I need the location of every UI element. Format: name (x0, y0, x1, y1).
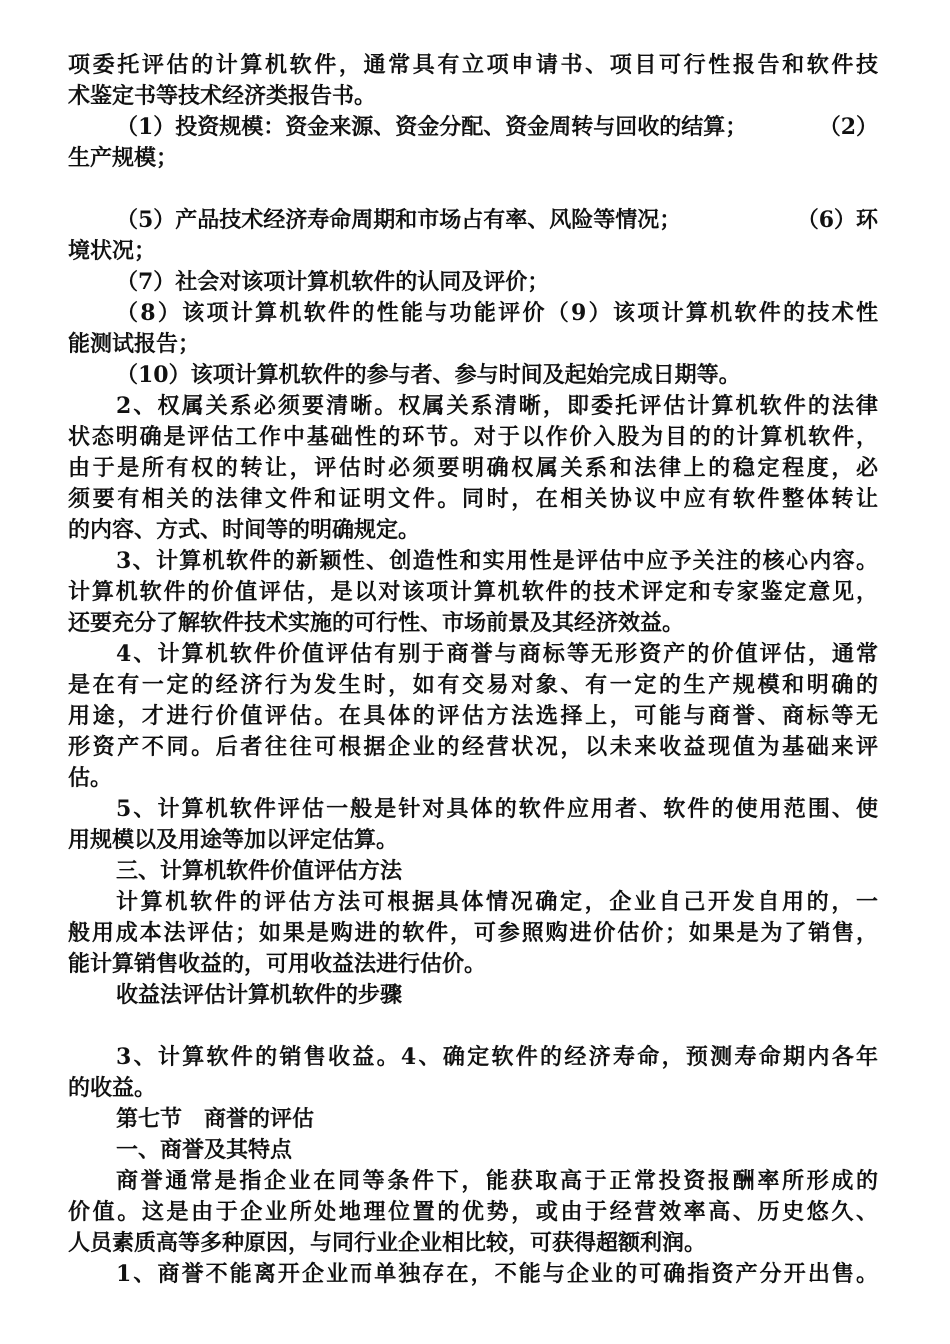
text-line: 计算机软件的评估方法可根据具体情况确定，企业自己开发自用的，一 (116, 889, 878, 915)
text-line: 估。 (68, 765, 113, 791)
text-line: 1、商誉不能离开企业而单独存在，不能与企业的可确指资产分开出售。 (116, 1261, 878, 1287)
section-heading: 第七节 商誉的评估 (116, 1106, 315, 1132)
text-line: 形资产不同。后者往往可根据企业的经营状况，以未来收益现值为基础来评 (68, 734, 878, 760)
text-line: （10）该项计算机软件的参与者、参与时间及起始完成日期等。 (116, 362, 741, 388)
text-line: 状态明确是评估工作中基础性的环节。对于以作价入股为目的的计算机软件， (68, 424, 878, 450)
text-segment: （6）环 (796, 207, 878, 233)
text-line: 的内容、方式、时间等的明确规定。 (68, 517, 421, 543)
text-line: 计算机软件的价值评估，是以对该项计算机软件的技术评定和专家鉴定意见， (68, 579, 878, 605)
text-line: 的收益。 (68, 1075, 157, 1101)
text-line: 4、计算机软件价值评估有别于商誉与商标等无形资产的价值评估，通常 (116, 641, 878, 667)
text-line: （8）该项计算机软件的性能与功能评价（9）该项计算机软件的技术性 (116, 300, 878, 326)
text-line: 术鉴定书等技术经济类报告书。 (68, 83, 377, 109)
text-line: 5、计算机软件评估一般是针对具体的软件应用者、软件的使用范围、使 (116, 796, 878, 822)
text-line: 商誉通常是指企业在同等条件下，能获取高于正常投资报酬率所形成的 (116, 1168, 878, 1194)
text-line: 能测试报告； (68, 331, 201, 357)
text-segment: （1）投资规模：资金来源、资金分配、资金周转与回收的结算； (116, 114, 748, 140)
text-line: 项委托评估的计算机软件，通常具有立项申请书、项目可行性报告和软件技 (68, 52, 878, 78)
text-line: 须要有相关的法律文件和证明文件。同时，在相关协议中应有软件整体转让 (68, 486, 878, 512)
text-line (68, 1011, 878, 1042)
section-heading: 三、计算机软件价值评估方法 (116, 858, 403, 884)
text-line (68, 174, 878, 205)
text-segment: （2） (818, 114, 878, 140)
text-line: 还要充分了解软件技术实施的可行性、市场前景及其经济效益。 (68, 610, 685, 636)
text-line: 3、计算机软件的新颖性、创造性和实用性是评估中应予关注的核心内容。 (116, 548, 878, 574)
text-line: 价值。这是由于企业所处地理位置的优势，或由于经营效率高、历史悠久、 (68, 1199, 878, 1225)
text-line: 用途，才进行价值评估。在具体的评估方法选择上，可能与商誉、商标等无 (68, 703, 878, 729)
text-line: 般用成本法评估；如果是购进的软件，可参照购进价估价；如果是为了销售， (68, 920, 878, 946)
text-line: （7）社会对该项计算机软件的认同及评价； (116, 269, 550, 295)
text-line: 能计算销售收益的，可用收益法进行估价。 (68, 951, 487, 977)
text-line: 人员素质高等多种原因，与同行业企业相比较，可获得超额利润。 (68, 1230, 707, 1256)
document-page (68, 50, 878, 1290)
text-segment: （5）产品技术经济寿命周期和市场占有率、风险等情况； (116, 207, 682, 233)
text-line: 境状况； (68, 238, 157, 264)
text-line: 用规模以及用途等加以评定估算。 (68, 827, 399, 853)
section-heading: 一、商誉及其特点 (116, 1137, 293, 1163)
text-line: 收益法评估计算机软件的步骤 (116, 982, 403, 1008)
text-line: 2、权属关系必须要清晰。权属关系清晰，即委托评估计算机软件的法律 (116, 393, 878, 419)
text-line: 生产规模； (68, 145, 179, 171)
text-line: 3、计算软件的销售收益。4、确定软件的经济寿命，预测寿命期内各年 (116, 1044, 878, 1070)
text-line (68, 112, 878, 143)
text-line (68, 205, 878, 236)
text-line: 由于是所有权的转让，评估时必须要明确权属关系和法律上的稳定程度，必 (68, 455, 878, 481)
text-line: 是在有一定的经济行为发生时，如有交易对象、有一定的生产规模和明确的 (68, 672, 878, 698)
